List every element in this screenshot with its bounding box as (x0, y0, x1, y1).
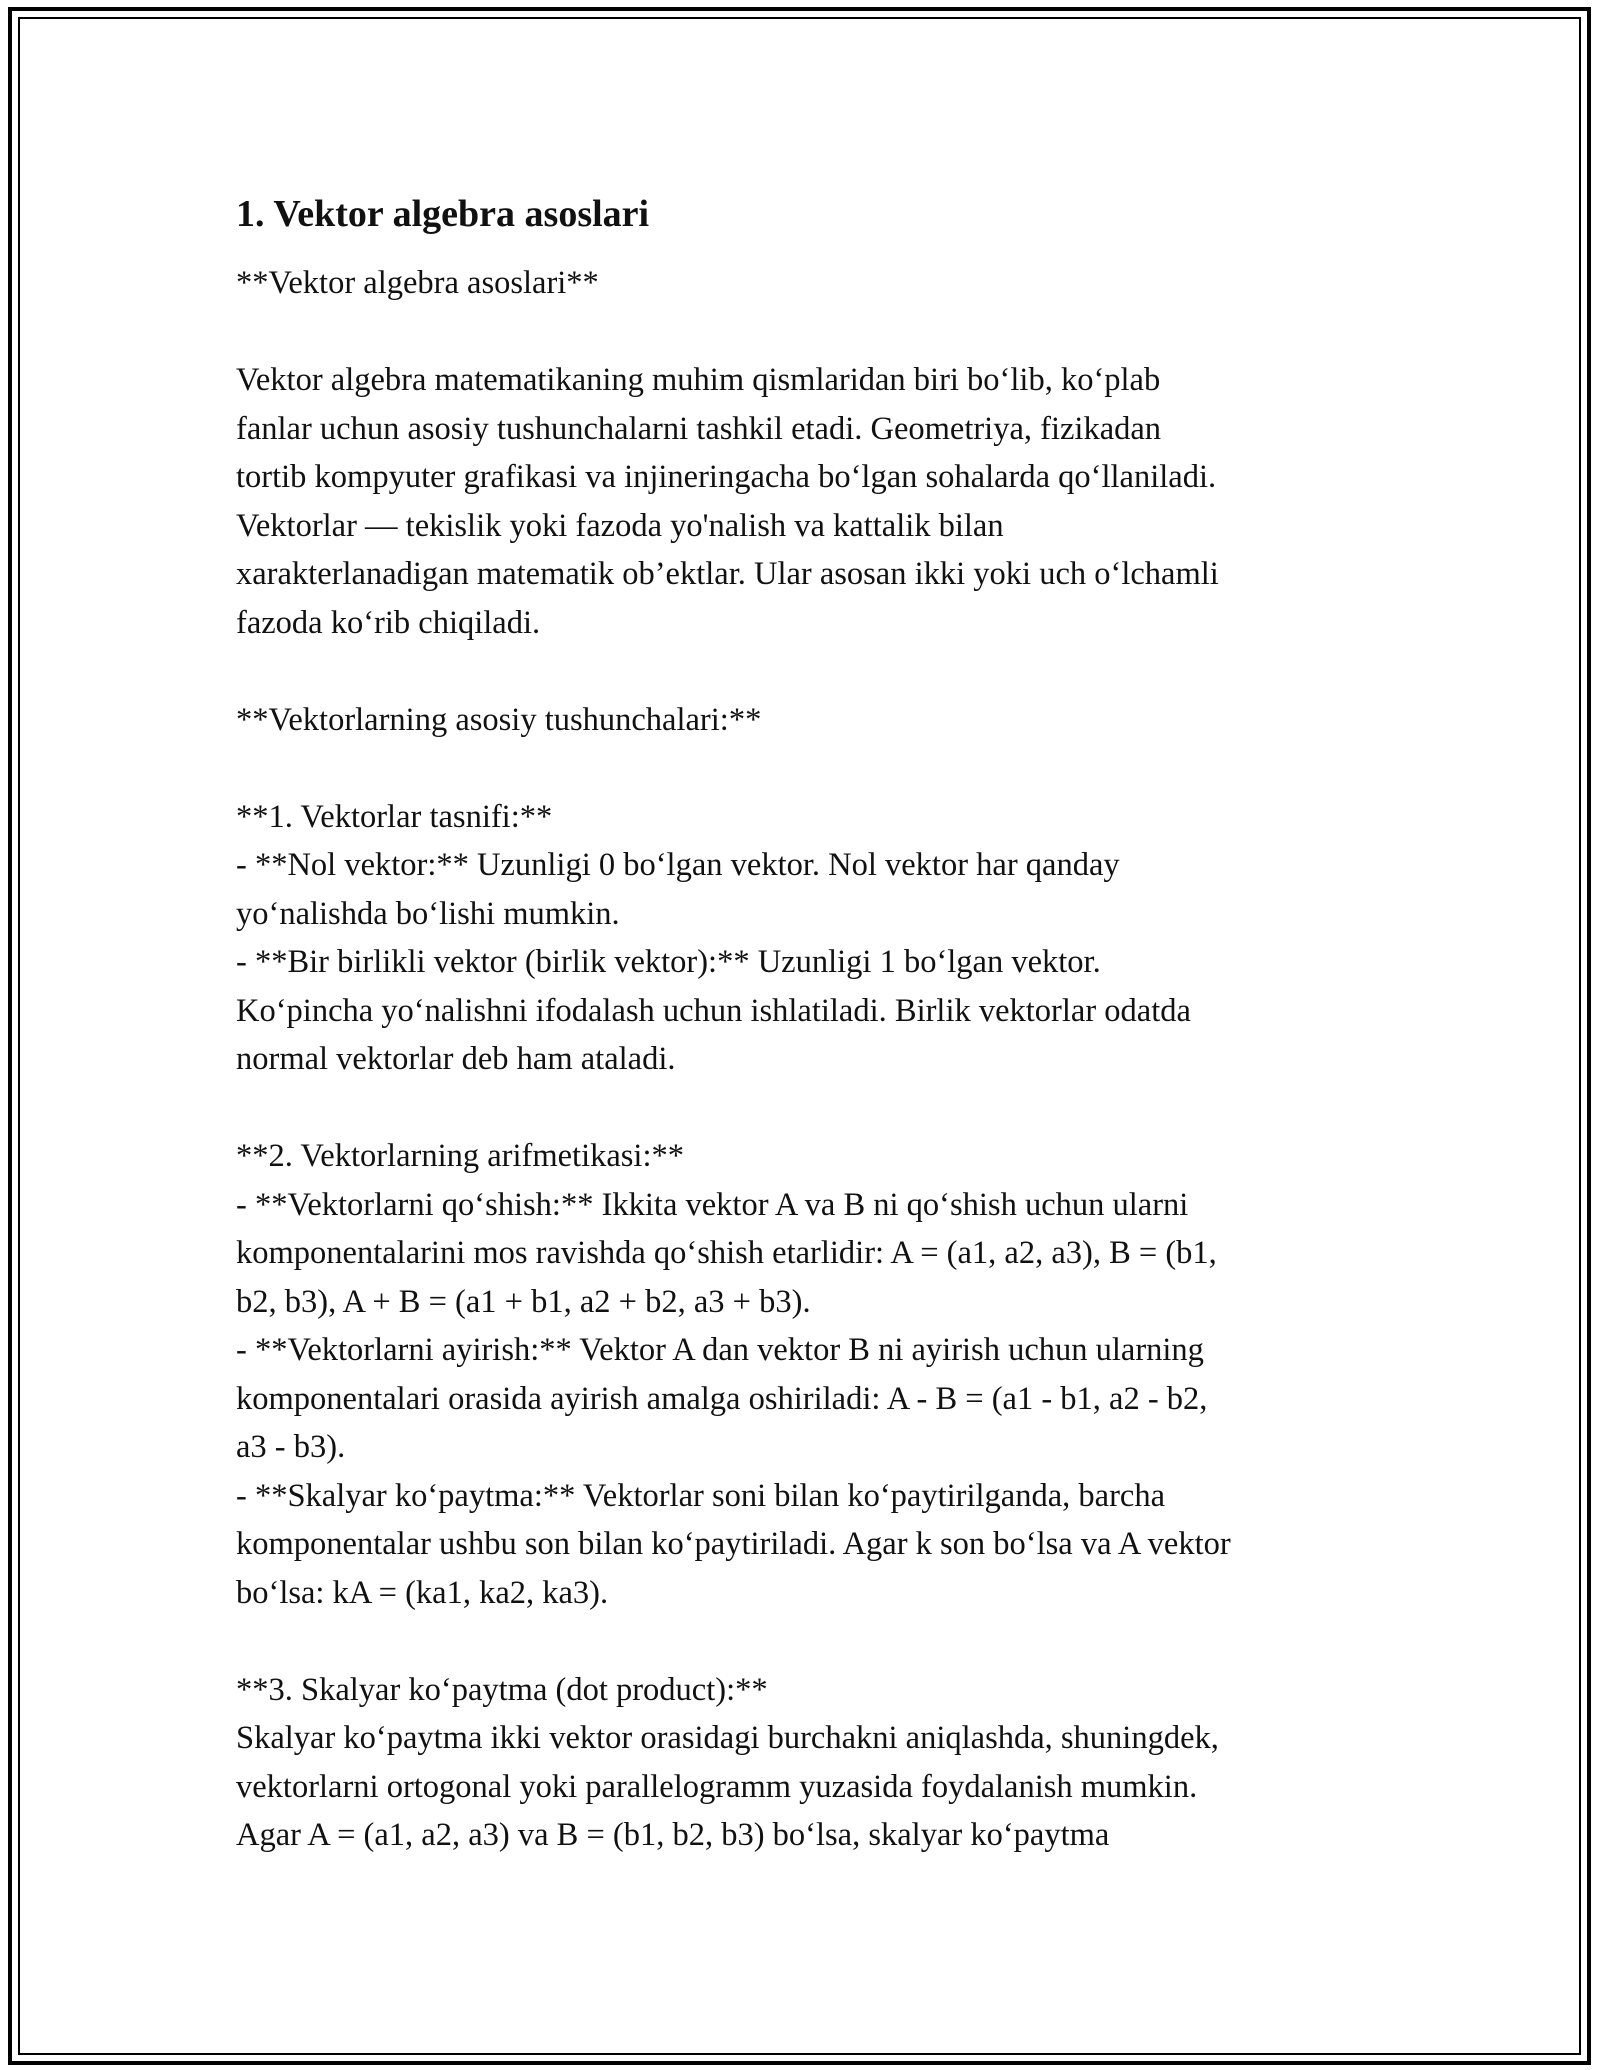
text-line: **1. Vektorlar tasnifi:** (236, 798, 553, 835)
blank-line (236, 1084, 1366, 1133)
text-line: **Vektorlarning asosiy tushunchalari:** (236, 701, 762, 738)
text-line: Vektor algebra matematikaning muhim qismlaridan biri bo‘lib, ko‘plab (236, 362, 1161, 398)
text-line: xarakterlanadigan matematik ob’ektlar. Ular asosan ikki yoki uch o‘lchamli (236, 556, 1219, 592)
text-line: Ko‘pincha yo‘nalishni ifodalash uchun ishlatiladi. Birlik vektorlar odatda (236, 992, 1191, 1029)
blank-line (236, 1617, 1366, 1666)
text-line: yo‘nalishda bo‘lishi mumkin. (236, 895, 620, 932)
blank-line (236, 647, 1366, 696)
text-line: **2. Vektorlarning arifmetikasi:** (236, 1138, 684, 1174)
text-line: vektorlarni ortogonal yoki parallelogramm yuzasida foydalanish mumkin. (236, 1768, 1198, 1805)
text-line: - **Vektorlarni ayirish:** Vektor A dan vektor B ni ayirish uchun ularning (236, 1332, 1204, 1368)
text-line: bo‘lsa: kA = (ka1, ka2, ka3). (236, 1574, 609, 1611)
text-line: - **Skalyar ko‘paytma:** Vektorlar soni bilan ko‘paytirilganda, barcha (236, 1477, 1165, 1514)
document-content (236, 186, 1366, 1860)
text-line: fazoda ko‘rib chiqiladi. (236, 604, 541, 641)
document-body (236, 259, 1366, 1860)
text-line: **Vektor algebra asoslari** (236, 265, 599, 301)
text-line: normal vektorlar deb ham ataladi. (236, 1041, 676, 1077)
document-title: 1. Vektor algebra asoslari (236, 193, 650, 235)
text-line: komponentalari orasida ayirish amalga oshiriladi: A - B = (a1 - b1, a2 - b2, (236, 1380, 1208, 1417)
text-line: komponentalar ushbu son bilan ko‘paytiriladi. Agar k son bo‘lsa va A vektor (236, 1526, 1231, 1562)
blank-line (236, 308, 1366, 357)
text-line: b2, b3), A + B = (a1 + b1, a2 + b2, a3 + b3). (236, 1283, 811, 1320)
text-line: Vektorlar — tekislik yoki fazoda yo'nalish va kattalik bilan (236, 507, 1004, 544)
text-line: Agar A = (a1, a2, a3) va B = (b1, b2, b3) bo‘lsa, skalyar ko‘paytma (236, 1817, 1110, 1853)
text-line: - **Bir birlikli vektor (birlik vektor):** Uzunligi 1 bo‘lgan vektor. (236, 944, 1101, 980)
text-line: **3. Skalyar ko‘paytma (dot product):** (236, 1671, 768, 1708)
text-line: fanlar uchun asosiy tushunchalarni tashkil etadi. Geometriya, fizikadan (236, 410, 1162, 447)
text-line: Skalyar ko‘paytma ikki vektor orasidagi burchakni aniqlashda, shuningdek, (236, 1720, 1219, 1756)
blank-line (236, 744, 1366, 793)
text-line: - **Vektorlarni qo‘shish:** Ikkita vektor A va B ni qo‘shish uchun ularni (236, 1186, 1189, 1223)
text-line: - **Nol vektor:** Uzunligi 0 bo‘lgan vektor. Nol vektor har qanday (236, 847, 1120, 883)
text-line: komponentalarini mos ravishda qo‘shish etarlidir: A = (a1, a2, a3), B = (b1, (236, 1235, 1217, 1271)
text-line: tortib kompyuter grafikasi va injineringacha bo‘lgan sohalarda qo‘llaniladi. (236, 459, 1217, 495)
text-line: a3 - b3). (236, 1429, 346, 1465)
